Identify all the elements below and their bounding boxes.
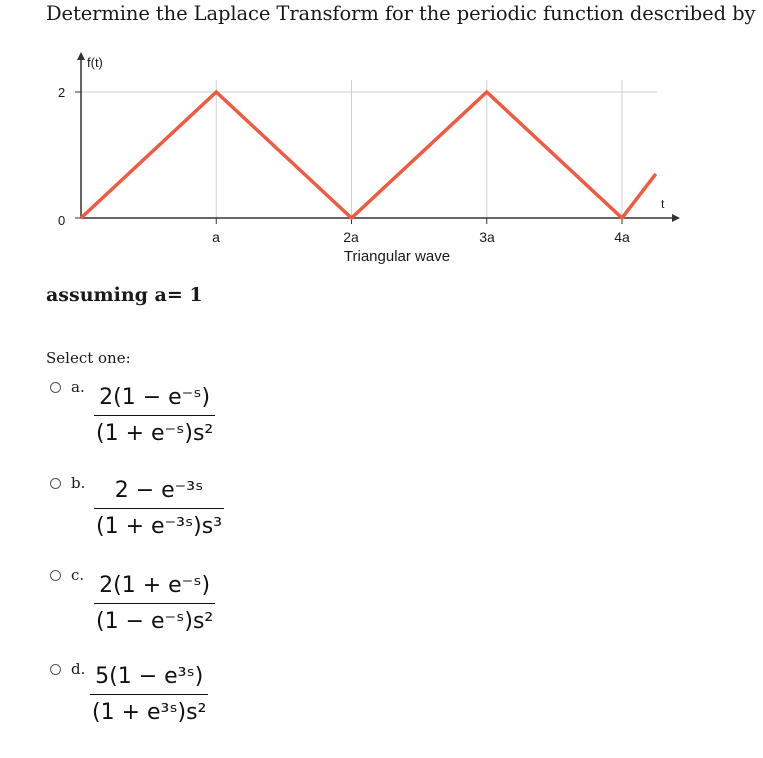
numerator: 2(1 + e⁻ˢ) — [99, 573, 211, 598]
option-letter: d. — [71, 660, 86, 678]
fraction-bar — [94, 508, 224, 509]
select-one-label: Select one: — [46, 349, 131, 367]
option-b[interactable] — [50, 474, 370, 554]
option-d[interactable] — [50, 660, 370, 740]
radio-button-b[interactable] — [50, 478, 61, 489]
x-axis-arrow — [672, 214, 680, 222]
assumption-text: assuming a= 1 — [46, 284, 203, 306]
graph-caption: Triangular wave — [343, 248, 451, 265]
option-a-formula — [94, 383, 215, 449]
x-tick-label: 3a — [479, 229, 495, 245]
denominator: (1 + e⁻ˢ)s² — [96, 421, 214, 446]
option-c-formula — [94, 571, 215, 637]
denominator: (1 + e³ˢ)s² — [92, 700, 207, 725]
x-tick-label: 2a — [343, 229, 359, 245]
y-tick-label: 2 — [58, 85, 66, 100]
x-tick-label: 4a — [614, 229, 630, 245]
numerator: 2 − e⁻³ˢ — [114, 478, 204, 503]
option-c[interactable] — [50, 566, 370, 646]
option-letter: c. — [71, 566, 85, 584]
x-tick-label: a — [212, 229, 220, 245]
triangular-wave-line — [81, 92, 656, 218]
question-text: Determine the Laplace Transform for the periodic function described by — [46, 2, 756, 25]
numerator: 2(1 − e⁻ˢ) — [99, 385, 211, 410]
y-axis-arrow — [77, 52, 85, 60]
radio-button-c[interactable] — [50, 570, 61, 581]
fraction-bar — [94, 603, 215, 604]
y-axis-label: f(t) — [87, 55, 103, 70]
option-a[interactable] — [50, 378, 370, 458]
gridlines — [81, 80, 657, 218]
radio-button-a[interactable] — [50, 382, 61, 393]
fraction-bar — [90, 694, 208, 695]
denominator: (1 + e⁻³ˢ)s³ — [96, 514, 223, 539]
triangular-wave-graph — [0, 0, 763, 280]
option-letter: b. — [71, 474, 86, 492]
fraction-bar — [94, 415, 215, 416]
x-axis-label: t — [661, 197, 665, 211]
radio-button-d[interactable] — [50, 664, 61, 675]
option-d-formula — [90, 662, 208, 728]
denominator: (1 − e⁻ˢ)s² — [96, 609, 214, 634]
numerator: 5(1 − e³ˢ) — [95, 664, 204, 689]
option-letter: a. — [71, 378, 85, 396]
y-tick-label: 0 — [58, 213, 66, 228]
option-b-formula — [94, 476, 224, 542]
